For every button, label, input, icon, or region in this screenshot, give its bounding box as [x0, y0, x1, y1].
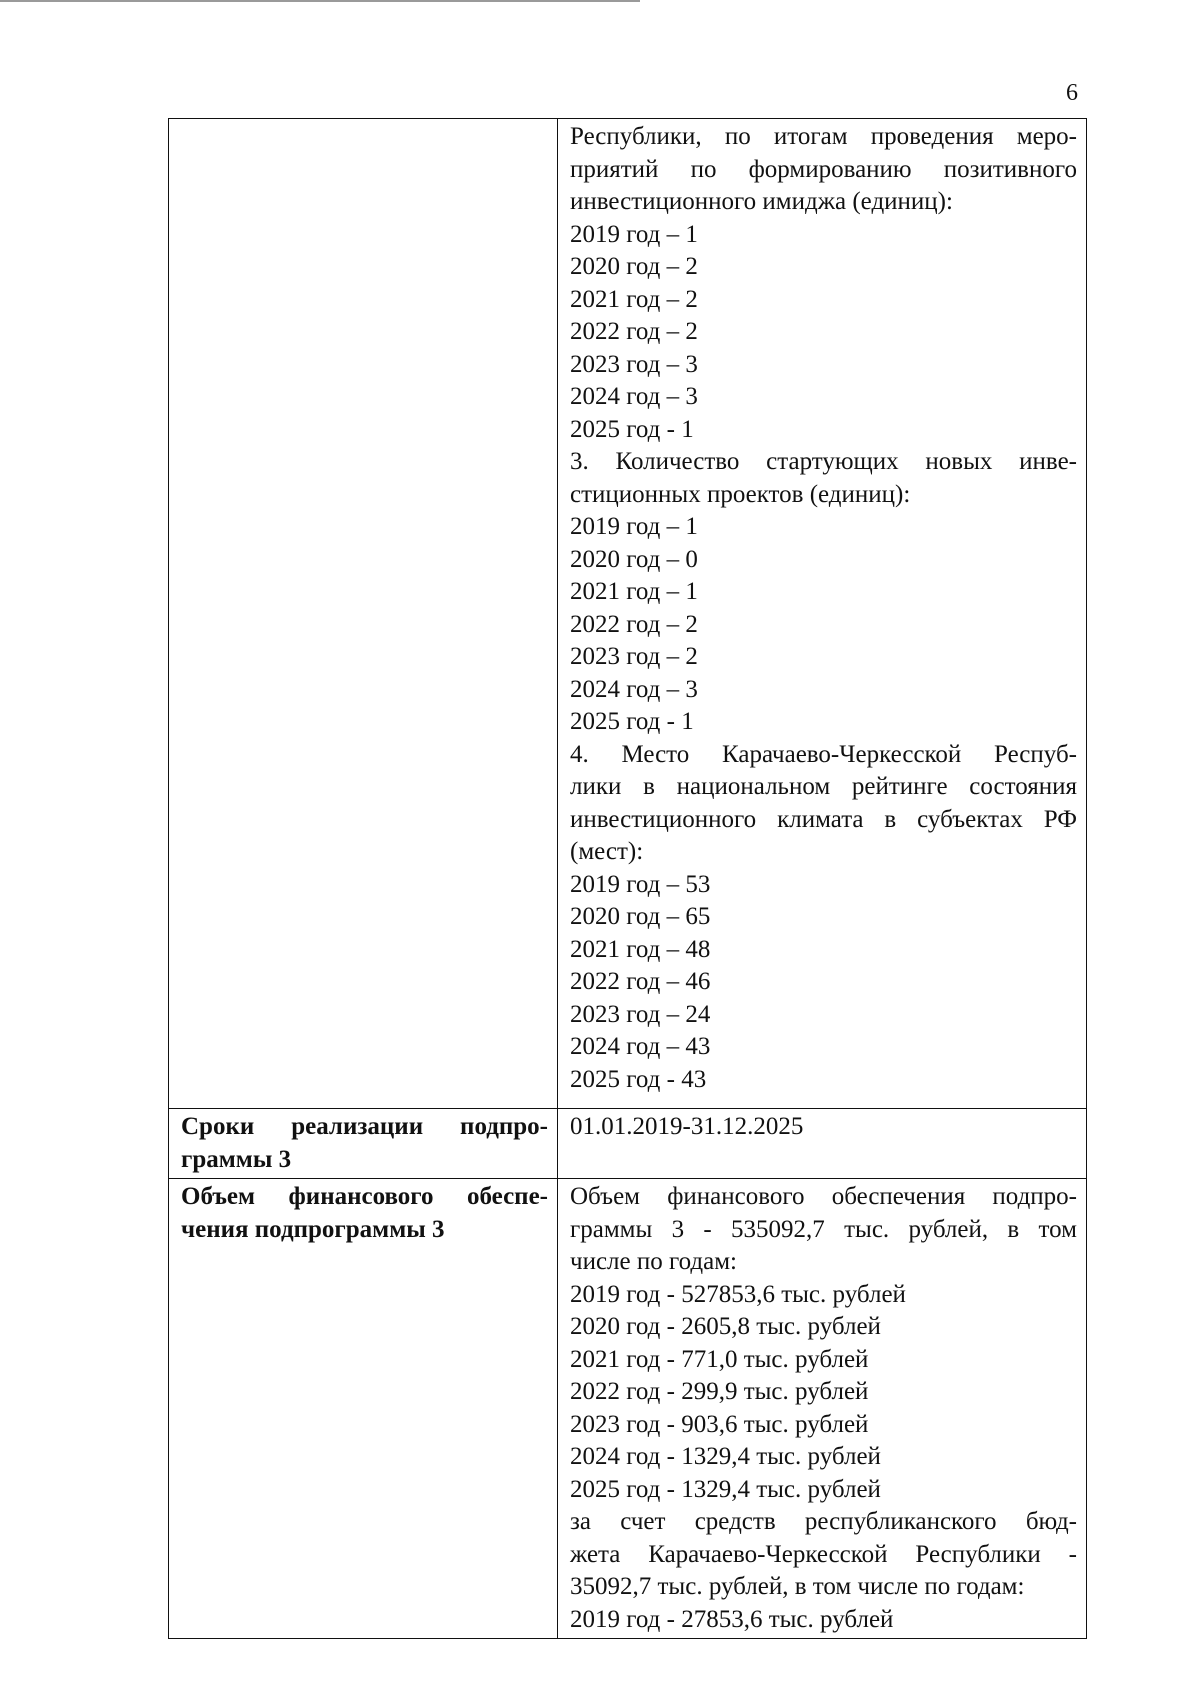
- label-line: чения подпрограммы 3: [181, 1215, 445, 1243]
- label-line: граммы 3: [181, 1145, 292, 1173]
- text-line: Республики, по итогам проведения меро-: [570, 123, 1077, 150]
- list-item: 2024 год – 3: [570, 675, 698, 703]
- table-row-terms: [169, 1109, 1087, 1179]
- list-item: 2024 год – 3: [570, 383, 698, 410]
- text-line: инвестиционного климата в субъектах РФ: [570, 805, 1077, 833]
- table-row-funding: [169, 1179, 1087, 1639]
- list-item: 2019 год – 1: [570, 220, 698, 248]
- text-line: лики в национальном рейтинге состояния: [570, 773, 1077, 800]
- list-item: 2024 год – 43: [570, 1033, 711, 1060]
- text-line: за счет средств республиканского бюд-: [570, 1508, 1077, 1535]
- list-item: 2025 год - 43: [570, 1065, 707, 1093]
- scan-edge-line: [0, 0, 640, 2]
- list-item: 2020 год - 2605,8 тыс. рублей: [570, 1313, 881, 1340]
- list-item: 2020 год – 65: [570, 903, 711, 930]
- label-line: Объем финансового обеспе-: [181, 1183, 548, 1210]
- list-item: 2022 год - 299,9 тыс. рублей: [570, 1378, 869, 1405]
- passport-table: [168, 118, 1087, 1639]
- list-item: 2023 год - 903,6 тыс. рублей: [570, 1410, 869, 1438]
- funding-cell: [558, 1179, 1087, 1639]
- list-item: 2021 год – 1: [570, 578, 698, 605]
- list-item: 2023 год – 2: [570, 643, 698, 670]
- terms-value: 01.01.2019-31.12.2025: [570, 1113, 804, 1140]
- list-item: 2019 год – 53: [570, 870, 711, 898]
- list-item: 2022 год – 46: [570, 968, 711, 995]
- terms-cell: [558, 1109, 1087, 1179]
- list-item: 2021 год - 771,0 тыс. рублей: [570, 1345, 869, 1373]
- list-item: 2022 год – 2: [570, 610, 698, 638]
- indicators-cell: [558, 119, 1087, 1109]
- row-label-empty: [169, 119, 558, 1109]
- list-item: 2023 год – 24: [570, 1000, 711, 1028]
- text-line: инвестиционного имиджа (единиц):: [570, 188, 953, 215]
- list-item: 2020 год – 0: [570, 545, 698, 573]
- list-item: 2020 год – 2: [570, 253, 698, 280]
- text-line: (мест):: [570, 838, 644, 865]
- text-line: числе по годам:: [570, 1248, 737, 1275]
- text-line: граммы 3 - 535092,7 тыс. рублей, в том: [570, 1215, 1077, 1243]
- text-line: 35092,7 тыс. рублей, в том числе по годам:: [570, 1573, 1025, 1600]
- text-line: приятий по формированию позитивного: [570, 155, 1077, 183]
- list-item: 2025 год - 1: [570, 415, 694, 443]
- label-line: Сроки реализации подпро-: [181, 1113, 548, 1140]
- list-item: 2019 год - 527853,6 тыс. рублей: [570, 1280, 906, 1308]
- text-line: 3. Количество стартующих новых инве-: [570, 448, 1077, 475]
- list-item: 2021 год – 48: [570, 935, 711, 963]
- list-item: 2024 год - 1329,4 тыс. рублей: [570, 1443, 881, 1470]
- text-line: 4. Место Карачаево-Черкесской Респуб-: [570, 740, 1077, 768]
- list-item: 2025 год - 1329,4 тыс. рублей: [570, 1475, 881, 1503]
- text-line: стиционных проектов (единиц):: [570, 480, 911, 508]
- list-item: 2019 год – 1: [570, 513, 698, 540]
- list-item: 2019 год - 27853,6 тыс. рублей: [570, 1605, 894, 1633]
- page-number: 6: [1066, 80, 1078, 106]
- text-line: жета Карачаево-Черкесской Республики -: [570, 1540, 1077, 1568]
- list-item: 2021 год – 2: [570, 285, 698, 313]
- table-row-indicators: [169, 119, 1087, 1109]
- list-item: 2022 год – 2: [570, 318, 698, 345]
- row-label-terms: [169, 1109, 558, 1179]
- list-item: 2025 год - 1: [570, 708, 694, 735]
- row-label-funding: [169, 1179, 558, 1639]
- text-line: Объем финансового обеспечения подпро-: [570, 1183, 1077, 1210]
- list-item: 2023 год – 3: [570, 350, 698, 378]
